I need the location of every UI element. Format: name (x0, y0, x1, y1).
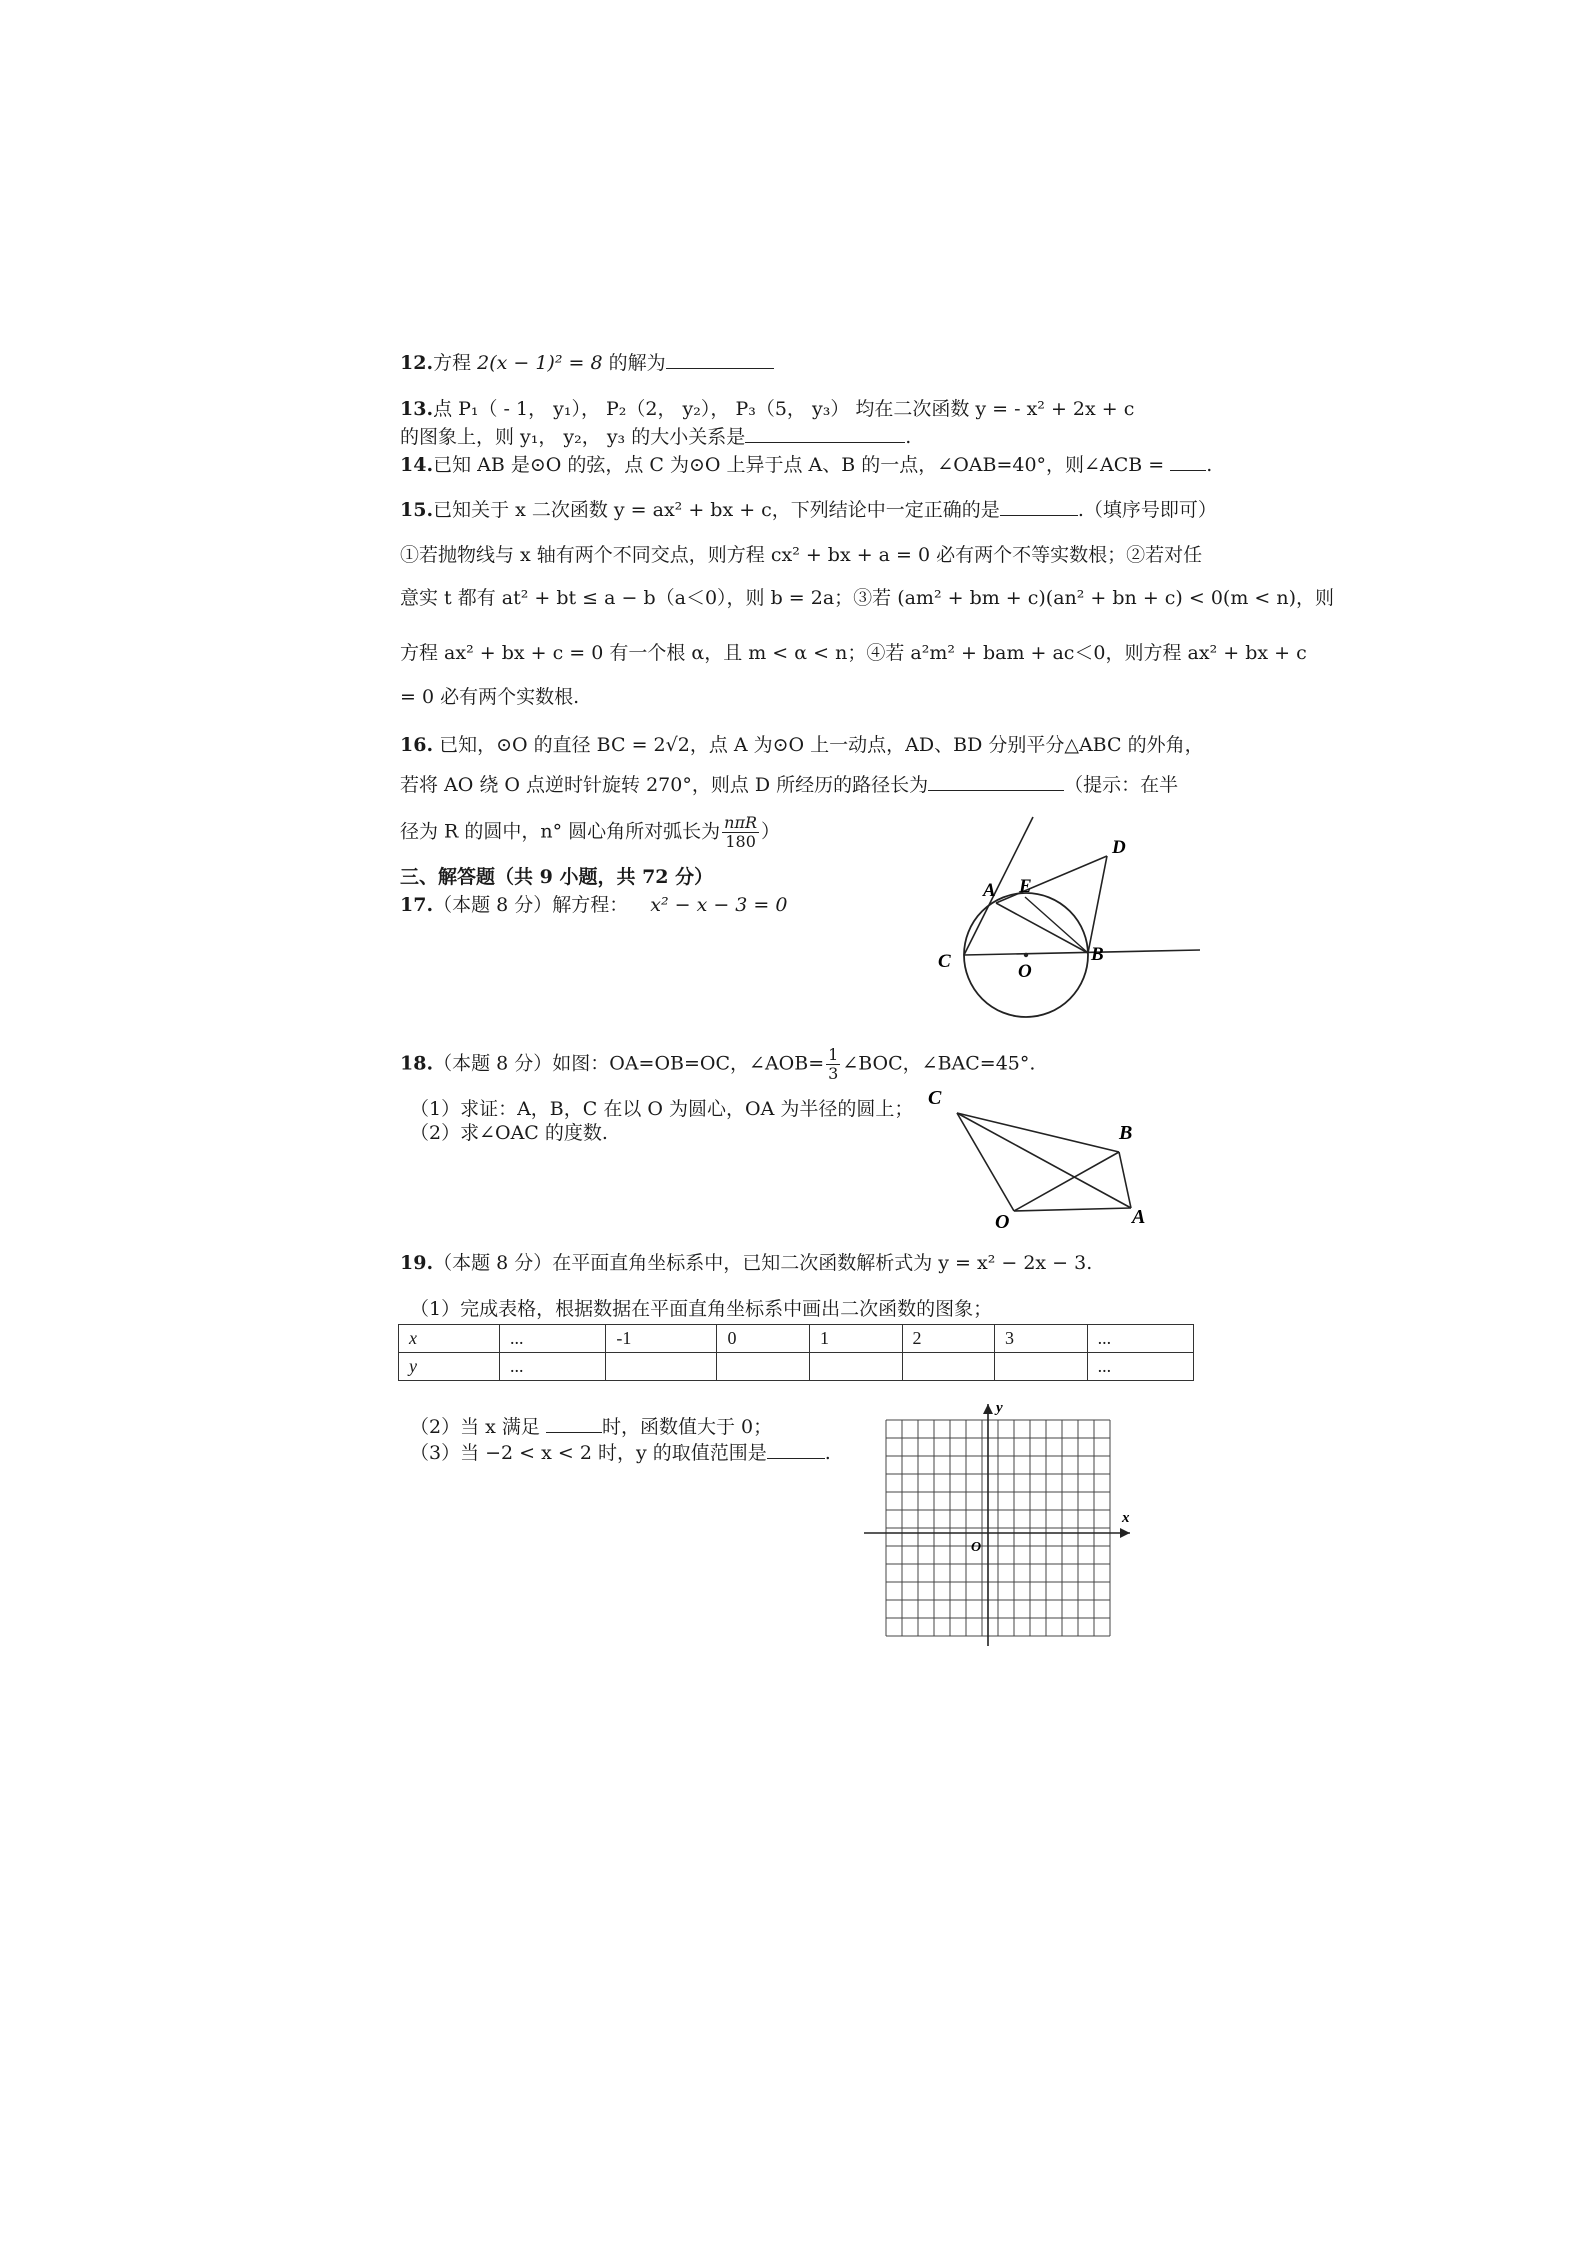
question-text: （3）当 −2 < x < 2 时，y 的取值范围是 (410, 1442, 767, 1464)
answer-blank[interactable] (666, 350, 774, 369)
label-o: O (995, 1211, 1010, 1233)
value-table (398, 1324, 1194, 1381)
question-text: .（填序号即可） (1077, 499, 1217, 521)
center-point (1024, 953, 1028, 957)
line-ba (1119, 1152, 1131, 1208)
question-text: ∠BOC，∠BAC=45°. (842, 1052, 1036, 1075)
x-axis-arrow-icon (1120, 1528, 1130, 1538)
question-18-part2: （2）求∠OAC 的度数. (410, 1122, 608, 1144)
question-15-line3 (400, 585, 1334, 611)
one-third-fraction: $\frac{1}{3}$ (828, 1045, 839, 1083)
question-text: （本题 8 分）如图：OA=OB=OC，∠AOB= (433, 1052, 825, 1075)
question-16-line3 (400, 814, 780, 851)
label-c: C (938, 951, 951, 972)
label-c: C (928, 1087, 942, 1109)
table-cell: ... (1087, 1353, 1193, 1381)
question-text: 方程 (433, 352, 478, 374)
question-15-line2 (400, 542, 1202, 568)
table-header-cell: y (399, 1353, 500, 1381)
table-cell: 2 (902, 1325, 995, 1353)
question-15-line4 (400, 640, 1307, 666)
arc-length-fraction: $\frac{\text{nπR}}{180}$ (724, 813, 758, 851)
table-cell: ... (1087, 1325, 1193, 1353)
y-axis-label: y (996, 1400, 1003, 1416)
question-number: 19. (400, 1252, 434, 1274)
line-ad (996, 856, 1107, 903)
question-13-line2: 的图象上，则 y₁， y₂， y₃ 的大小关系是 . (400, 426, 912, 448)
label-o: O (1018, 961, 1032, 982)
question-18-part1: （1）求证：A，B，C 在以 O 为圆心，OA 为半径的圆上； (410, 1098, 914, 1120)
answer-blank[interactable] (767, 1440, 825, 1459)
answer-blank[interactable] (546, 1414, 602, 1433)
table-cell: 0 (717, 1325, 810, 1353)
question-text: 方程 ax² + bx + c = 0 有一个根 α，且 m < α < n；④若 a²m² + bam + ac＜0，则方程 ax² + bx + c (400, 642, 1307, 664)
table-cell-input[interactable] (902, 1353, 995, 1381)
question-19-part2 (410, 1414, 772, 1440)
section-title: 三、解答题（共 9 小题，共 72 分） (400, 866, 714, 888)
equation: x² − x − 3 = 0 (650, 894, 788, 916)
question-number: 14. (400, 454, 434, 476)
question-number: 17. (400, 894, 434, 916)
quadrilateral-figure (920, 1085, 1146, 1235)
question-number: 13. (400, 398, 434, 420)
question-text: ） (761, 820, 781, 843)
table-cell-input[interactable] (717, 1353, 810, 1381)
question-17 (400, 892, 787, 918)
question-text: （提示：在半 (1064, 774, 1179, 796)
label-b: B (1091, 944, 1104, 965)
answer-blank[interactable] (1000, 497, 1078, 516)
x-axis-label: x (1122, 1510, 1130, 1526)
question-16-line1 (400, 732, 1204, 758)
question-15-line5 (400, 684, 579, 710)
question-number: 18. (400, 1052, 434, 1075)
table-row-x (399, 1325, 1194, 1353)
question-text: 已知，⊙O 的直径 BC = 2√2，点 A 为⊙O 上一动点，AD、BD 分别平分△ABC 的外角， (433, 734, 1204, 756)
question-text: （本题 8 分）解方程： (433, 894, 629, 916)
question-text: 已知 AB 是⊙O 的弦，点 C 为⊙O 上异于点 A、B 的一点，∠OAB=40°，则∠ACB = (433, 454, 1171, 476)
grid-lines (886, 1420, 1110, 1636)
question-number: 12. (400, 352, 434, 374)
origin-label: O (971, 1540, 982, 1555)
table-cell: -1 (606, 1325, 717, 1353)
circle-figure (920, 815, 1220, 1015)
table-row-y (399, 1353, 1194, 1381)
table-header-cell: x (399, 1325, 500, 1353)
answer-blank[interactable] (928, 772, 1064, 791)
line-ab (996, 903, 1088, 953)
table-cell-input[interactable] (809, 1353, 902, 1381)
line-eb (1025, 897, 1088, 953)
question-text: 的图象上，则 y₁， y₂， y₃ 的大小关系是 (400, 426, 746, 448)
answer-blank[interactable] (745, 424, 905, 443)
table-cell-input[interactable] (606, 1353, 717, 1381)
question-text: = 0 必有两个实数根. (400, 686, 580, 708)
question-text: 意实 t 都有 at² + bt ≤ a − b（a＜0），则 b = 2a；③若 (am² + bm + c)(an² + bn + c) < 0(m < n)，则 (400, 587, 1335, 609)
table-cell: ... (500, 1325, 606, 1353)
question-19-part1: （1）完成表格，根据数据在平面直角坐标系中画出二次函数的图象； (410, 1298, 993, 1320)
question-19-part3 (410, 1440, 831, 1466)
question-14: 14.已知 AB 是⊙O 的弦，点 C 为⊙O 上异于点 A、B 的一点，∠OAB=40°，则∠ACB = . (400, 454, 1213, 476)
question-text: 时，函数值大于 0； (601, 1416, 773, 1438)
question-text: . (824, 1442, 831, 1464)
question-number: 15. (400, 499, 434, 521)
question-13-line1 (400, 396, 1134, 422)
question-text: 点 P₁（ - 1， y₁）， P₂（2， y₂）， P₃（5， y₃） 均在二次函数 y = - x² + 2x + c (433, 398, 1135, 420)
question-number: 16. (400, 734, 434, 756)
label-d: D (1112, 837, 1126, 858)
line-cb-extended (964, 950, 1200, 955)
question-15-line1 (400, 497, 1217, 523)
label-a: A (983, 880, 996, 901)
question-text: 的解为 (602, 352, 666, 374)
label-e: E (1019, 876, 1032, 897)
line-db (1088, 856, 1107, 953)
question-text: （2）当 x 满足 (410, 1416, 546, 1438)
label-b: B (1119, 1122, 1133, 1144)
table-cell: ... (500, 1353, 606, 1381)
question-12 (400, 350, 774, 376)
line-cb (957, 1113, 1119, 1152)
question-text: ①若抛物线与 x 轴有两个不同交点，则方程 cx² + bx + a = 0 必有两个不等实数根；②若对任 (400, 544, 1203, 566)
label-a: A (1132, 1206, 1146, 1228)
question-16-line2 (400, 772, 1178, 798)
equation: 2(x − 1)² = 8 (477, 352, 603, 374)
question-text: 径为 R 的圆中，n° 圆心角所对弧长为 (400, 820, 721, 843)
coordinate-grid[interactable] (858, 1400, 1138, 1650)
question-18 (400, 1046, 1035, 1083)
line-ob (1014, 1152, 1119, 1211)
answer-blank[interactable] (1170, 452, 1206, 471)
line-oa (1014, 1208, 1131, 1211)
table-cell: 3 (995, 1325, 1088, 1353)
table-cell: 1 (809, 1325, 902, 1353)
table-cell-input[interactable] (995, 1353, 1088, 1381)
question-text: 已知关于 x 二次函数 y = ax² + bx + c，下列结论中一定正确的是 (433, 499, 1000, 521)
question-text: （本题 8 分）在平面直角坐标系中，已知二次函数解析式为 y = x² − 2x − 3. (433, 1252, 1093, 1274)
question-text: 若将 AO 绕 O 点逆时针旋转 270°，则点 D 所经历的路径长为 (400, 774, 929, 796)
y-axis-arrow-icon (983, 1404, 993, 1414)
question-19 (400, 1250, 1092, 1276)
